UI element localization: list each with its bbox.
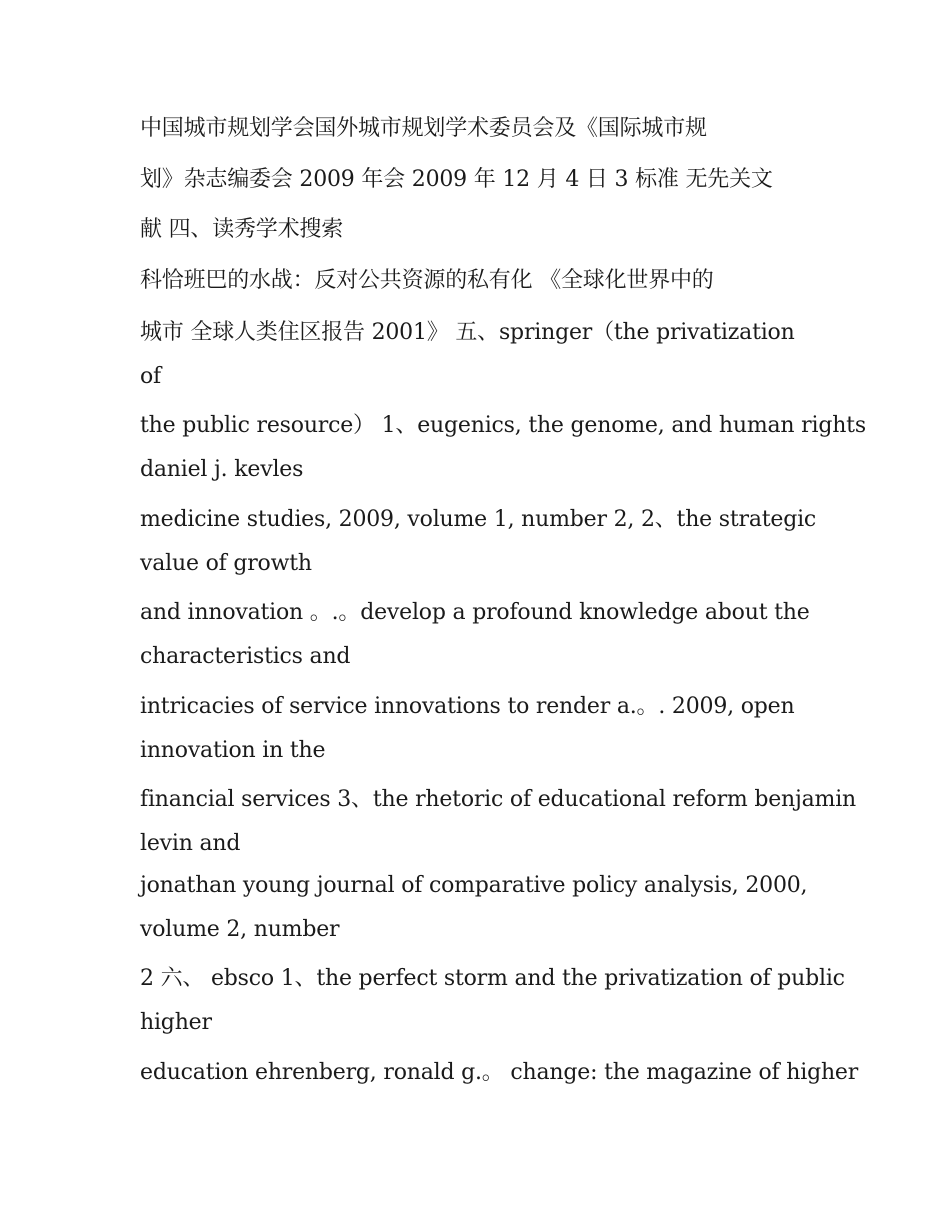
text-line-21: education ehrenberg, ronald g.。 change: the magazine of higher	[140, 1060, 859, 1085]
text-line-14: innovation in the	[140, 738, 326, 763]
text-line-11: and innovation 。.。develop a profound knowledge about the	[140, 600, 810, 625]
text-line-4: 科恰班巴的水战：反对公共资源的私有化 《全球化世界中的	[140, 268, 714, 293]
text-line-9: medicine studies, 2009, volume 1, number 2, 2、the strategic	[140, 507, 817, 532]
text-line-8: daniel j. kevles	[140, 457, 304, 482]
text-line-3: 献 四、读秀学术搜索	[140, 217, 343, 242]
text-line-15: financial services 3、the rhetoric of educational reform benjamin	[140, 787, 857, 812]
text-line-6: of	[140, 364, 161, 389]
text-line-7: the public resource） 1、eugenics, the genome, and human rights	[140, 413, 866, 438]
text-line-18: volume 2, number	[140, 917, 340, 942]
text-line-1: 中国城市规划学会国外城市规划学术委员会及《国际城市规	[140, 116, 707, 141]
text-line-17: jonathan young journal of comparative policy analysis, 2000,	[140, 873, 808, 898]
text-line-12: characteristics and	[140, 644, 351, 669]
text-line-2: 划》杂志编委会 2009 年会 2009 年 12 月 4 日 3 标准 无先关文	[140, 167, 773, 192]
text-line-13: intricacies of service innovations to render a.。. 2009, open	[140, 694, 795, 719]
text-line-19: 2 六、 ebsco 1、the perfect storm and the privatization of public	[140, 966, 845, 991]
text-line-16: levin and	[140, 831, 241, 856]
text-line-5: 城市 全球人类住区报告 2001》 五、springer（the privatization	[140, 320, 795, 345]
text-line-10: value of growth	[140, 551, 312, 576]
text-line-20: higher	[140, 1010, 212, 1035]
